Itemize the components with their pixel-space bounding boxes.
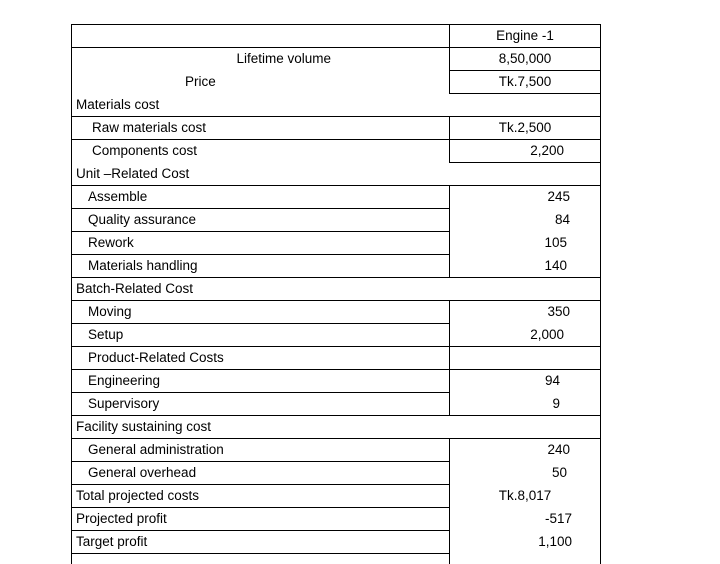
row-label: Target profit <box>76 534 147 549</box>
value-cell[interactable] <box>450 163 601 186</box>
row-label: Total projected costs <box>76 488 199 503</box>
section-label-cell[interactable] <box>72 163 450 186</box>
value-cell[interactable] <box>450 416 601 439</box>
row-value: 240 <box>450 440 570 460</box>
label-cell[interactable] <box>72 508 450 531</box>
value-cell[interactable] <box>450 393 601 416</box>
value-cell[interactable] <box>450 232 601 255</box>
row-supervisory <box>72 393 601 416</box>
row-value: 2,000 <box>450 325 564 345</box>
row-value: -517 <box>450 509 572 529</box>
value-cell[interactable] <box>450 140 601 163</box>
label-cell[interactable] <box>72 301 450 324</box>
row-label: Projected profit <box>76 511 167 526</box>
row-label: Lifetime volume <box>163 49 331 69</box>
label-cell[interactable] <box>72 462 450 485</box>
row-value: 105 <box>450 233 567 253</box>
label-cell[interactable] <box>72 393 450 416</box>
row-value: 9 <box>450 394 560 414</box>
row-total-projected-costs <box>72 485 601 508</box>
row-target-profit <box>72 531 601 554</box>
row-materials-cost <box>72 94 601 117</box>
row-value: 2,200 <box>450 141 564 161</box>
label-cell[interactable] <box>72 255 450 278</box>
value-cell[interactable] <box>450 508 601 531</box>
value-cell[interactable] <box>450 255 601 278</box>
value-cell[interactable] <box>450 439 601 462</box>
row-label: Setup <box>88 327 123 342</box>
value-cell[interactable] <box>450 462 601 485</box>
cost-spreadsheet <box>71 24 601 564</box>
row-value: Tk.2,500 <box>450 118 600 138</box>
row-facility-sustaining-cost <box>72 416 601 439</box>
row-unit-related-cost <box>72 163 601 186</box>
row-general-overhead <box>72 462 601 485</box>
row-label: Engineering <box>88 373 160 388</box>
section-label: Facility sustaining cost <box>76 419 211 434</box>
row-label: Raw materials cost <box>92 120 206 135</box>
value-cell[interactable] <box>450 531 601 554</box>
row-label: Quality assurance <box>88 212 196 227</box>
row-value: 94 <box>450 371 560 391</box>
label-cell[interactable] <box>72 324 450 347</box>
section-label-cell[interactable] <box>72 94 450 117</box>
row-value: 1,100 <box>450 532 572 552</box>
row-projected-profit <box>72 508 601 531</box>
cost-table <box>71 24 601 564</box>
row-label: General administration <box>88 442 224 457</box>
value-cell[interactable] <box>450 485 601 508</box>
row-label: Product-Related Costs <box>88 350 224 365</box>
row-price <box>72 71 601 94</box>
row-engineering <box>72 370 601 393</box>
value-cell[interactable] <box>450 347 601 370</box>
row-value: Tk.7,500 <box>450 72 600 92</box>
row-lifetime-volume <box>72 48 601 71</box>
value-cell[interactable] <box>450 48 601 71</box>
label-cell[interactable] <box>72 186 450 209</box>
row-value: Tk.8,017 <box>450 486 600 506</box>
row-value: 350 <box>450 302 570 322</box>
row-general-administration <box>72 439 601 462</box>
label-cell[interactable] <box>72 370 450 393</box>
row-label: Rework <box>88 235 134 250</box>
value-cell[interactable] <box>450 301 601 324</box>
row-label: General overhead <box>88 465 196 480</box>
row-rework <box>72 232 601 255</box>
header-engine-cell[interactable] <box>450 25 601 48</box>
label-cell[interactable] <box>72 232 450 255</box>
value-cell[interactable] <box>450 117 601 140</box>
label-cell[interactable] <box>72 140 450 163</box>
row-materials-handling <box>72 255 601 278</box>
row-value: 245 <box>450 187 570 207</box>
header-row <box>72 25 601 48</box>
row-value: 140 <box>450 256 567 276</box>
section-label: Batch-Related Cost <box>76 281 193 296</box>
row-label: Components cost <box>92 143 197 158</box>
section-label-cell[interactable] <box>72 278 450 301</box>
engine-column-label: Engine -1 <box>450 26 600 46</box>
row-label: Materials handling <box>88 258 198 273</box>
value-cell[interactable] <box>450 71 601 94</box>
header-label-cell[interactable] <box>72 25 450 48</box>
section-label: Materials cost <box>76 97 159 112</box>
value-cell[interactable] <box>450 278 601 301</box>
value-cell[interactable] <box>450 554 601 564</box>
value-cell[interactable] <box>450 370 601 393</box>
row-setup <box>72 324 601 347</box>
row-value: 50 <box>450 463 567 483</box>
row-label: Assemble <box>88 189 147 204</box>
label-cell[interactable] <box>72 209 450 232</box>
label-cell[interactable] <box>72 554 450 564</box>
label-cell[interactable] <box>72 71 450 94</box>
label-cell[interactable] <box>72 347 450 370</box>
label-cell[interactable] <box>72 439 450 462</box>
row-assemble <box>72 186 601 209</box>
label-cell[interactable] <box>72 117 450 140</box>
row-value: 84 <box>450 210 570 230</box>
row-moving <box>72 301 601 324</box>
row-label: Price <box>76 72 216 92</box>
row-raw-materials-cost <box>72 117 601 140</box>
value-cell[interactable] <box>450 94 601 117</box>
label-cell[interactable] <box>72 485 450 508</box>
row-batch-related-cost <box>72 278 601 301</box>
row-cut-off <box>72 554 601 564</box>
row-quality-assurance <box>72 209 601 232</box>
value-cell[interactable] <box>450 186 601 209</box>
section-label-cell[interactable] <box>72 416 450 439</box>
row-value: 8,50,000 <box>450 49 600 69</box>
value-cell[interactable] <box>450 324 601 347</box>
row-product-related-costs <box>72 347 601 370</box>
row-label: Moving <box>88 304 132 319</box>
row-components-cost <box>72 140 601 163</box>
row-label: Supervisory <box>88 396 159 411</box>
label-cell[interactable] <box>72 48 450 71</box>
section-label: Unit –Related Cost <box>76 166 189 181</box>
label-cell[interactable] <box>72 531 450 554</box>
value-cell[interactable] <box>450 209 601 232</box>
